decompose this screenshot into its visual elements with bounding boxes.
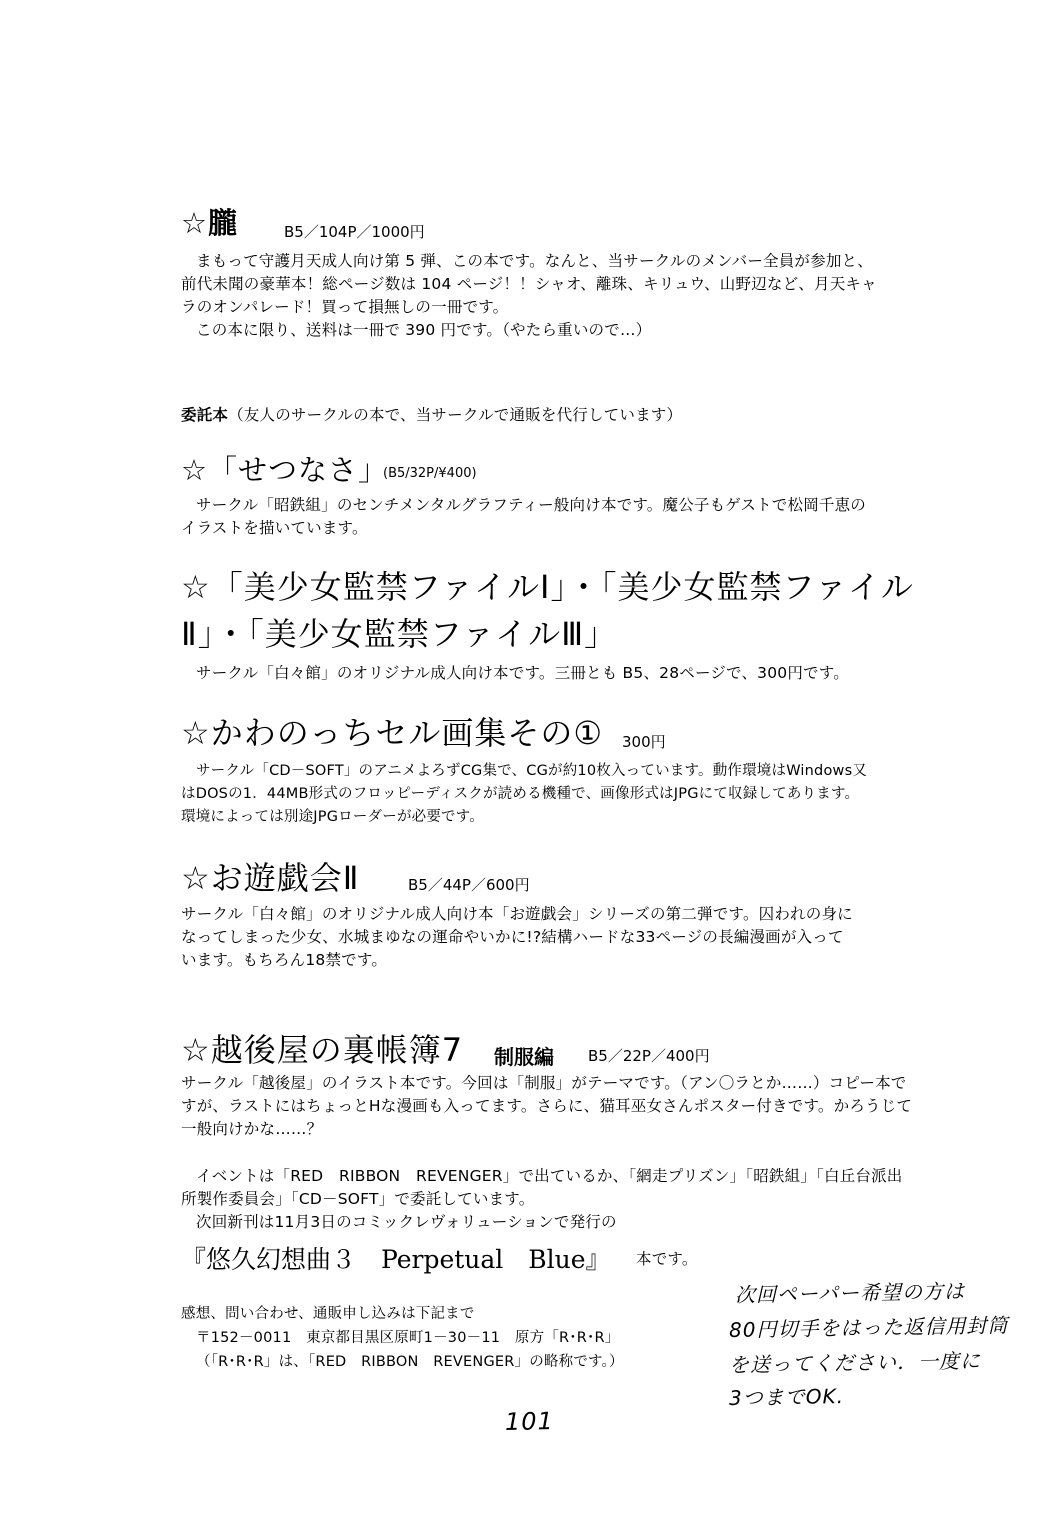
kawanocchi-line-3: 環境によっては別途JPGローダーが必要です。 [181, 809, 484, 825]
echigoya-line-2: すが、ラストにはちょっとHな漫画も入ってます。さらに、猫耳巫女さんポスター付きです。かろうじて [181, 1097, 913, 1115]
echigoya-spec: B5／22P／400円 [588, 1047, 710, 1065]
oboro-line-4: この本に限り、送料は一冊で 390 円です。（やたら重いので…） [196, 321, 652, 339]
consign-note: （友人のサークルの本で、当サークルで通販を代行しています） [228, 406, 683, 424]
next-book-suffix: 本です。 [636, 1250, 698, 1268]
kawanocchi-line-2: はDOSの1．44MB形式のフロッピーディスクが読める機種で、画像形式はJPGにて収録してあります。 [181, 786, 860, 802]
oyuugikai-line-1: サークル「白々館」のオリジナル成人向け本「お遊戯会」シリーズの第二弾です。囚われの身に [181, 905, 853, 923]
consign-line [181, 404, 682, 427]
kawanocchi-heading: ☆かわのっちセル画集その① [181, 714, 604, 752]
oyuugikai-line-3: います。もちろん18禁です。 [181, 951, 388, 969]
echigoya-subtitle: 制服編 [494, 1045, 554, 1069]
contact-address: 〒152－0011 東京都目黒区原町1－30－11 原方「R･R･R」 [196, 1330, 620, 1346]
oyuugikai-spec: B5／44P／600円 [408, 876, 530, 894]
events-line-1: イベントは「RED RIBBON REVENGER」で出ているか、「網走プリズン」「昭鉄組」「白丘台派出 [196, 1167, 903, 1185]
oyuugikai-heading: ☆お遊戯会Ⅱ [181, 859, 360, 897]
setsunasa-line-2: イラストを描いています。 [181, 519, 368, 537]
oboro-line-3: ラのオンパレード！買って損無しの一冊です。 [181, 298, 509, 316]
handwritten-note-line-3: を送ってください．一度に [728, 1348, 982, 1377]
handwritten-note-line-4: 3つまでOK. [728, 1383, 845, 1410]
page-number: 101 [504, 1407, 555, 1436]
oboro-spec: B5／104P／1000円 [284, 223, 425, 241]
setsunasa-line-1: サークル「昭鉄組」のセンチメンタルグラフティー般向け本です。魔公子もゲストで松岡千恵の [196, 496, 866, 514]
contact-note: （「R･R･R」は、「RED RIBBON REVENGER」の略称です。） [196, 1354, 624, 1370]
bishoujo-heading-2: Ⅱ」・「美少女監禁ファイルⅢ」 [181, 615, 618, 653]
consign-label: 委託本 [181, 406, 229, 424]
kawanocchi-line-1: サークル「CD－SOFT」のアニメよろずCG集で、CGが約10枚入っています。動作環境はWindows又 [196, 763, 868, 779]
contact-line-1: 感想、問い合わせ、通販申し込みは下記まで [181, 1306, 475, 1322]
oyuugikai-line-2: なってしまった少女、水城まゆなの運命やいかに!?結構ハードな33ページの長編漫画が入って [181, 928, 844, 946]
echigoya-heading: ☆越後屋の裏帳簿7 [181, 1031, 464, 1069]
bishoujo-line-1: サークル「白々館」のオリジナル成人向け本です。三冊とも B5、28ページで、300円です。 [196, 664, 849, 682]
kawanocchi-spec: 300円 [622, 733, 666, 751]
setsunasa-spec: (B5/32P/¥400) [383, 466, 477, 481]
handwritten-note-line-2: 80円切手をはった返信用封筒 [728, 1313, 1009, 1342]
echigoya-line-1: サークル「越後屋」のイラスト本です。今回は「制服」がテーマです。（アン〇ラとか……）コピー本で [181, 1074, 907, 1092]
events-line-3: 次回新刊は11月3日のコミックレヴォリューションで発行の [196, 1213, 617, 1231]
events-line-2: 所製作委員会」「CD－SOFT」で委託しています。 [181, 1190, 535, 1208]
bishoujo-heading-1: ☆「美少女監禁ファイルⅠ」・「美少女監禁ファイル [181, 568, 914, 606]
oboro-line-2: 前代未聞の豪華本！総ページ数は 104 ページ！！シャオ、離珠、キリュウ、山野辺など、月天キャ [181, 275, 877, 293]
setsunasa-heading: ☆「せつなさ」 [181, 453, 388, 487]
next-book-title: 『悠久幻想曲３ Perpetual Blue』 [181, 1245, 611, 1274]
oboro-heading: ☆朧 [181, 206, 238, 240]
echigoya-line-3: 一般向けかな……？ [181, 1120, 323, 1138]
handwritten-note-line-1: 次回ペーパー希望の方は [734, 1278, 966, 1307]
oboro-line-1: まもって守護月天成人向け第 5 弾、この本です。なんと、当サークルのメンバー全員が参加と、 [196, 252, 873, 270]
